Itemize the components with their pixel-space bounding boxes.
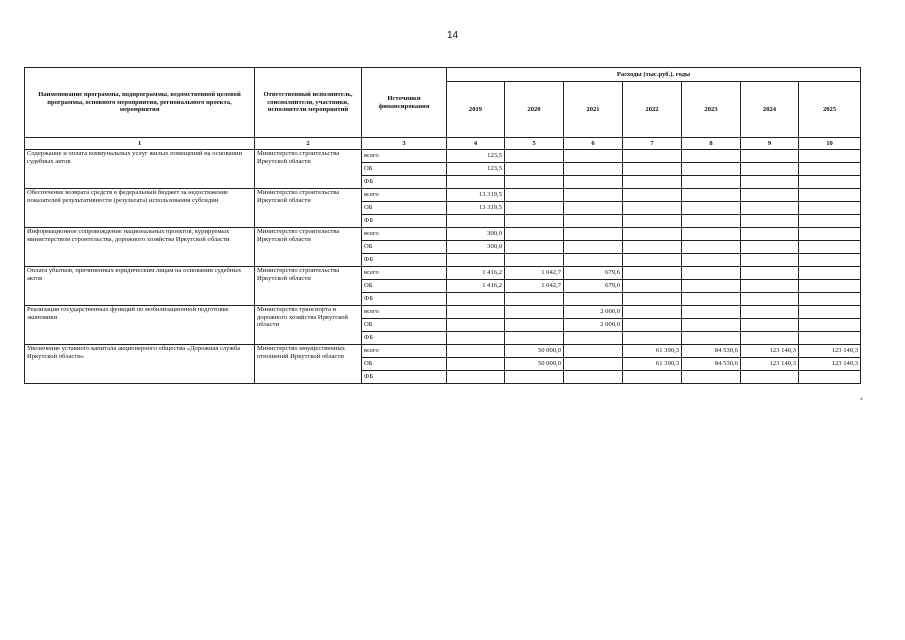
header-year: 2023 bbox=[682, 82, 741, 138]
amount-cell bbox=[741, 280, 799, 293]
funding-source-cell: ОБ bbox=[362, 280, 447, 293]
amount-cell bbox=[623, 306, 682, 319]
amount-cell bbox=[682, 254, 741, 267]
table-row bbox=[25, 267, 861, 280]
amount-cell bbox=[564, 371, 623, 384]
amount-cell bbox=[447, 319, 505, 332]
amount-cell: 13 319,5 bbox=[447, 189, 505, 202]
amount-cell bbox=[564, 163, 623, 176]
amount-cell bbox=[741, 176, 799, 189]
funding-source-cell: ФБ bbox=[362, 215, 447, 228]
amount-cell bbox=[682, 280, 741, 293]
amount-cell bbox=[564, 176, 623, 189]
amount-cell bbox=[799, 280, 861, 293]
table-body bbox=[25, 150, 861, 384]
amount-cell bbox=[799, 306, 861, 319]
amount-cell: 1 042,7 bbox=[505, 280, 564, 293]
amount-cell bbox=[741, 371, 799, 384]
amount-cell bbox=[741, 267, 799, 280]
amount-cell bbox=[564, 189, 623, 202]
program-name-cell: Увеличение уставного капитала акционерного общества «Дорожная служба Иркутской области» bbox=[25, 345, 255, 384]
amount-cell bbox=[447, 358, 505, 371]
amount-cell bbox=[564, 358, 623, 371]
table-row bbox=[25, 189, 861, 202]
amount-cell bbox=[447, 293, 505, 306]
amount-cell bbox=[741, 228, 799, 241]
funding-source-cell: всего bbox=[362, 150, 447, 163]
amount-cell bbox=[505, 176, 564, 189]
amount-cell bbox=[623, 267, 682, 280]
amount-cell bbox=[505, 254, 564, 267]
amount-cell bbox=[505, 228, 564, 241]
funding-source-cell: ФБ bbox=[362, 176, 447, 189]
amount-cell: 1 042,7 bbox=[505, 267, 564, 280]
amount-cell bbox=[564, 345, 623, 358]
amount-cell: 50 000,0 bbox=[505, 358, 564, 371]
header-year: 2025 bbox=[799, 82, 861, 138]
amount-cell: 123 140,3 bbox=[799, 345, 861, 358]
trailing-quote-mark: » bbox=[860, 396, 863, 402]
amount-cell: 50 000,0 bbox=[505, 345, 564, 358]
amount-cell bbox=[505, 163, 564, 176]
table-row bbox=[25, 150, 861, 163]
amount-cell bbox=[682, 306, 741, 319]
amount-cell bbox=[505, 150, 564, 163]
funding-source-cell: ОБ bbox=[362, 163, 447, 176]
amount-cell bbox=[447, 332, 505, 345]
expenses-table bbox=[24, 67, 861, 384]
amount-cell bbox=[682, 202, 741, 215]
amount-cell bbox=[623, 241, 682, 254]
amount-cell bbox=[741, 254, 799, 267]
amount-cell bbox=[682, 267, 741, 280]
header-year: 2019 bbox=[447, 82, 505, 138]
amount-cell bbox=[799, 176, 861, 189]
amount-cell bbox=[623, 150, 682, 163]
amount-cell bbox=[799, 371, 861, 384]
column-number: 5 bbox=[505, 138, 564, 150]
amount-cell bbox=[564, 228, 623, 241]
amount-cell bbox=[447, 254, 505, 267]
responsible-cell: Министерство строительства Иркутской области bbox=[255, 189, 362, 228]
amount-cell bbox=[505, 202, 564, 215]
amount-cell bbox=[799, 254, 861, 267]
amount-cell bbox=[682, 150, 741, 163]
amount-cell bbox=[623, 189, 682, 202]
amount-cell bbox=[505, 332, 564, 345]
amount-cell bbox=[564, 150, 623, 163]
amount-cell bbox=[564, 254, 623, 267]
table-row bbox=[25, 306, 861, 319]
amount-cell bbox=[564, 332, 623, 345]
amount-cell bbox=[447, 306, 505, 319]
amount-cell: 679,6 bbox=[564, 280, 623, 293]
funding-source-cell: ОБ bbox=[362, 241, 447, 254]
amount-cell bbox=[799, 228, 861, 241]
amount-cell bbox=[505, 371, 564, 384]
column-number: 3 bbox=[362, 138, 447, 150]
column-number: 9 bbox=[741, 138, 799, 150]
column-number: 4 bbox=[447, 138, 505, 150]
amount-cell bbox=[623, 215, 682, 228]
amount-cell bbox=[623, 371, 682, 384]
funding-source-cell: всего bbox=[362, 267, 447, 280]
program-name-cell: Реализация государственных функций по мобилизационной подготовке экономики bbox=[25, 306, 255, 345]
amount-cell bbox=[447, 215, 505, 228]
column-number: 1 bbox=[25, 138, 255, 150]
funding-source-cell: ФБ bbox=[362, 371, 447, 384]
amount-cell bbox=[623, 293, 682, 306]
amount-cell: 1 416,2 bbox=[447, 267, 505, 280]
amount-cell: 123,5 bbox=[447, 150, 505, 163]
amount-cell bbox=[741, 150, 799, 163]
header-expenses: Расходы (тыс.руб.), годы bbox=[447, 68, 861, 82]
amount-cell bbox=[741, 293, 799, 306]
amount-cell: 84 530,6 bbox=[682, 358, 741, 371]
header-responsible: Ответственный исполнитель, соисполнители, участники, исполнители мероприятий bbox=[255, 68, 362, 138]
amount-cell bbox=[505, 241, 564, 254]
amount-cell: 84 530,6 bbox=[682, 345, 741, 358]
column-number: 8 bbox=[682, 138, 741, 150]
amount-cell bbox=[682, 228, 741, 241]
funding-source-cell: ОБ bbox=[362, 202, 447, 215]
amount-cell bbox=[799, 293, 861, 306]
column-number: 7 bbox=[623, 138, 682, 150]
responsible-cell: Министерство строительства Иркутской области bbox=[255, 228, 362, 267]
responsible-cell: Министерство строительства Иркутской области bbox=[255, 267, 362, 306]
column-number: 10 bbox=[799, 138, 861, 150]
amount-cell: 300,0 bbox=[447, 228, 505, 241]
table-row bbox=[25, 345, 861, 358]
amount-cell: 61 390,3 bbox=[623, 345, 682, 358]
responsible-cell: Министерство строительства Иркутской области bbox=[255, 150, 362, 189]
program-name-cell: Оплата убытков, причиненных юридическим лицам на основании судебных актов bbox=[25, 267, 255, 306]
header-year: 2024 bbox=[741, 82, 799, 138]
amount-cell bbox=[799, 189, 861, 202]
amount-cell bbox=[623, 202, 682, 215]
page-number: 14 bbox=[446, 30, 459, 41]
funding-source-cell: ФБ bbox=[362, 293, 447, 306]
amount-cell bbox=[799, 150, 861, 163]
header-year: 2021 bbox=[564, 82, 623, 138]
funding-source-cell: всего bbox=[362, 189, 447, 202]
amount-cell: 61 390,3 bbox=[623, 358, 682, 371]
amount-cell bbox=[682, 176, 741, 189]
amount-cell bbox=[799, 241, 861, 254]
responsible-cell: Министерство имущественных отношений Иркутской области bbox=[255, 345, 362, 384]
amount-cell bbox=[564, 293, 623, 306]
amount-cell bbox=[741, 189, 799, 202]
amount-cell bbox=[623, 254, 682, 267]
amount-cell: 13 319,5 bbox=[447, 202, 505, 215]
amount-cell bbox=[564, 215, 623, 228]
funding-source-cell: всего bbox=[362, 228, 447, 241]
amount-cell bbox=[623, 176, 682, 189]
amount-cell bbox=[799, 319, 861, 332]
amount-cell bbox=[741, 215, 799, 228]
funding-source-cell: ОБ bbox=[362, 358, 447, 371]
amount-cell bbox=[505, 293, 564, 306]
header-program-name: Наименование программы, подпрограммы, ведомственной целевой программы, основного мероприятия, регионального проекта, мероприятия bbox=[25, 68, 255, 138]
amount-cell bbox=[623, 163, 682, 176]
amount-cell bbox=[505, 319, 564, 332]
amount-cell bbox=[564, 241, 623, 254]
amount-cell bbox=[682, 215, 741, 228]
funding-source-cell: всего bbox=[362, 345, 447, 358]
amount-cell bbox=[799, 163, 861, 176]
amount-cell: 300,0 bbox=[447, 241, 505, 254]
amount-cell: 2 000,0 bbox=[564, 319, 623, 332]
header-funding-source: Источники финансирования bbox=[362, 68, 447, 138]
amount-cell bbox=[741, 202, 799, 215]
amount-cell bbox=[682, 332, 741, 345]
table-row bbox=[25, 228, 861, 241]
amount-cell bbox=[741, 332, 799, 345]
amount-cell bbox=[505, 215, 564, 228]
amount-cell: 123,5 bbox=[447, 163, 505, 176]
funding-source-cell: ФБ bbox=[362, 332, 447, 345]
amount-cell bbox=[447, 371, 505, 384]
amount-cell bbox=[799, 267, 861, 280]
column-number: 2 bbox=[255, 138, 362, 150]
amount-cell bbox=[741, 319, 799, 332]
amount-cell: 123 140,3 bbox=[799, 358, 861, 371]
amount-cell: 123 140,3 bbox=[741, 358, 799, 371]
header-year: 2022 bbox=[623, 82, 682, 138]
column-number: 6 bbox=[564, 138, 623, 150]
amount-cell bbox=[799, 215, 861, 228]
amount-cell bbox=[741, 306, 799, 319]
amount-cell bbox=[741, 241, 799, 254]
amount-cell bbox=[447, 345, 505, 358]
amount-cell bbox=[623, 332, 682, 345]
program-name-cell: Содержание и оплата коммунальных услуг жилых помещений на основании судебных актов bbox=[25, 150, 255, 189]
amount-cell bbox=[682, 163, 741, 176]
amount-cell bbox=[682, 241, 741, 254]
amount-cell: 1 416,2 bbox=[447, 280, 505, 293]
amount-cell bbox=[505, 306, 564, 319]
amount-cell bbox=[799, 332, 861, 345]
program-name-cell: Информационное сопровождение национальных проектов, курируемых министерством строительства, дорожного хозяйства Иркутской области bbox=[25, 228, 255, 267]
amount-cell: 2 000,0 bbox=[564, 306, 623, 319]
funding-source-cell: ФБ bbox=[362, 254, 447, 267]
header-year: 2020 bbox=[505, 82, 564, 138]
amount-cell bbox=[623, 319, 682, 332]
amount-cell bbox=[682, 371, 741, 384]
funding-source-cell: ОБ bbox=[362, 319, 447, 332]
amount-cell bbox=[447, 176, 505, 189]
amount-cell bbox=[799, 202, 861, 215]
amount-cell bbox=[741, 163, 799, 176]
amount-cell bbox=[682, 189, 741, 202]
amount-cell bbox=[682, 293, 741, 306]
responsible-cell: Министерство транспорта и дорожного хозяйства Иркутской области bbox=[255, 306, 362, 345]
amount-cell bbox=[505, 189, 564, 202]
amount-cell: 123 140,3 bbox=[741, 345, 799, 358]
funding-source-cell: всего bbox=[362, 306, 447, 319]
amount-cell bbox=[682, 319, 741, 332]
amount-cell bbox=[623, 280, 682, 293]
program-name-cell: Обеспечение возврата средств в федеральный бюджет за недостижение показателей результативности (результата) использования субсидии bbox=[25, 189, 255, 228]
amount-cell: 679,6 bbox=[564, 267, 623, 280]
amount-cell bbox=[564, 202, 623, 215]
amount-cell bbox=[623, 228, 682, 241]
